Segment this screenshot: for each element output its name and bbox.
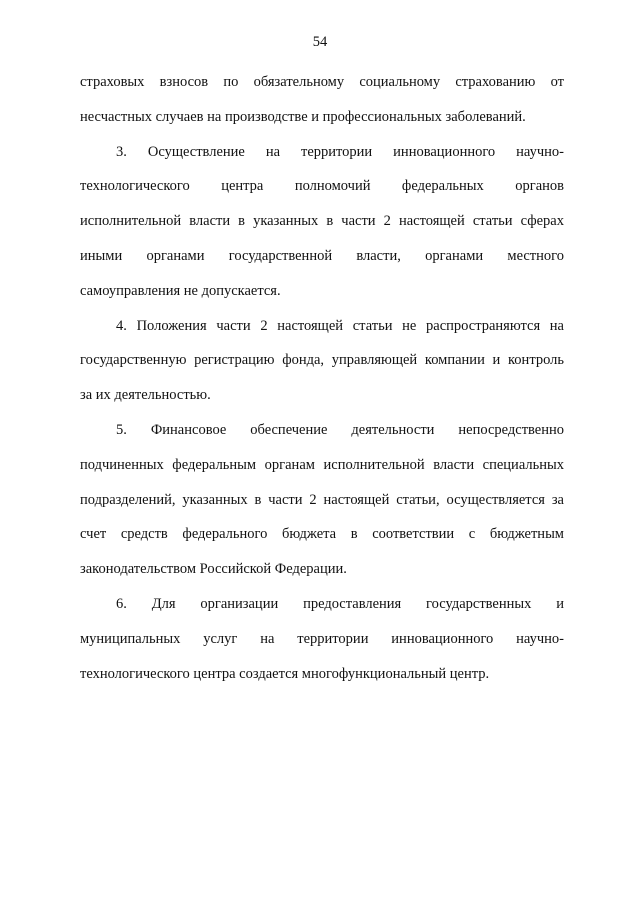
paragraph-5 xyxy=(80,418,564,592)
text-line: законодательством Российской Федерации. xyxy=(80,561,347,578)
text-line: 3. Осуществление на территории инновационного научно- xyxy=(116,143,564,160)
text-line: государственную регистрацию фонда, управляющей компании и контроль xyxy=(80,352,564,369)
paragraph-4 xyxy=(80,314,564,418)
text-line: подразделений, указанных в части 2 настоящей статьи, осуществляется за xyxy=(80,491,564,508)
document-body xyxy=(80,70,564,696)
paragraph-6 xyxy=(80,592,564,696)
text-line: 4. Положения части 2 настоящей статьи не распространяются на xyxy=(116,317,564,334)
text-line: счет средств федерального бюджета в соответствии с бюджетным xyxy=(80,526,564,543)
text-line: муниципальных услуг на территории инновационного научно- xyxy=(80,630,564,647)
text-line: технологического центра создается многофункциональный центр. xyxy=(80,665,490,682)
paragraph-3 xyxy=(80,140,564,314)
text-line: самоуправления не допускается. xyxy=(80,282,281,299)
text-line: технологического центра полномочий федеральных органов xyxy=(80,178,564,195)
text-line: исполнительной власти в указанных в части 2 настоящей статьи сферах xyxy=(80,213,564,230)
page-number: 54 xyxy=(312,34,328,50)
text-line: подчиненных федеральным органам исполнительной власти специальных xyxy=(80,456,564,473)
text-line: иными органами государственной власти, органами местного xyxy=(80,247,564,264)
text-line: за их деятельностью. xyxy=(80,387,211,404)
text-line: несчастных случаев на производстве и профессиональных заболеваний. xyxy=(80,108,526,125)
paragraph-continuation xyxy=(80,70,564,140)
text-line: 6. Для организации предоставления государственных и xyxy=(116,595,564,612)
text-line: страховых взносов по обязательному социальному страхованию от xyxy=(80,74,564,90)
text-line: 5. Финансовое обеспечение деятельности непосредственно xyxy=(116,421,564,438)
